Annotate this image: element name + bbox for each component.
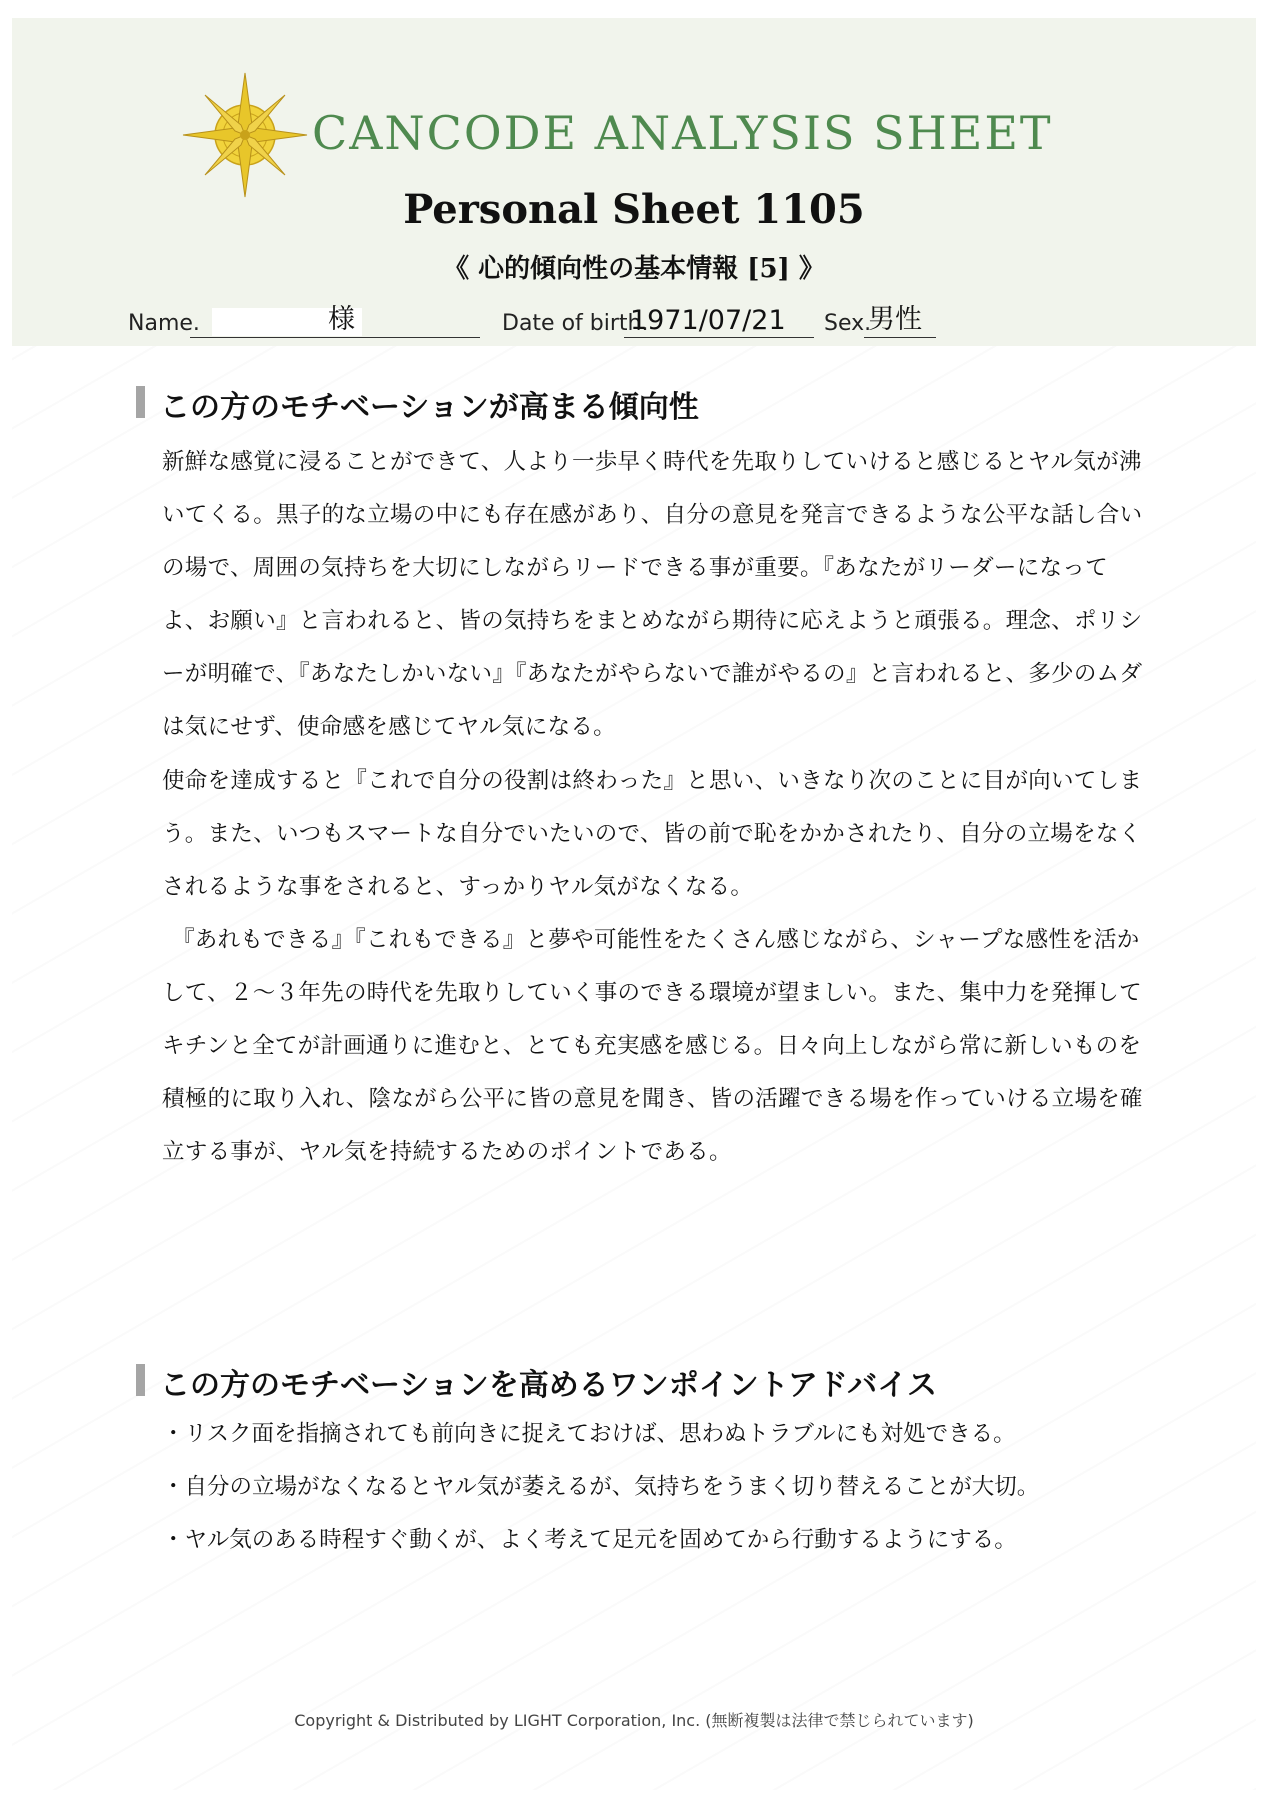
- sheet-title: Personal Sheet 1105: [403, 186, 865, 233]
- dob-label: Date of birth.: [502, 311, 649, 336]
- sex-label: Sex.: [824, 311, 872, 336]
- advice-item: ・リスク面を指摘されても前向きに捉えておけば、思わぬトラブルにも対処できる。: [162, 1421, 1016, 1447]
- section-heading-text: この方のモチベーションを高めるワンポイントアドバイス: [160, 1368, 937, 1403]
- advice-section-heading: [136, 1360, 1196, 1404]
- name-suffix: 様: [328, 304, 355, 335]
- section-marker-bar: [136, 386, 145, 418]
- copyright-footer: Copyright & Distributed by LIGHT Corporation, Inc. (無断複製は法律で禁じられています): [294, 1711, 974, 1730]
- advice-item: ・ヤル気のある時程すぐ動くが、よく考えて足元を固めてから行動するようにする。: [162, 1527, 1017, 1553]
- paragraph: 使命を達成すると『これで自分の役割は終わった』と思い、いきなり次のことに目が向いてしまう。また、いつもスマートな自分でいたいので、皆の前で恥をかかされたり、自分の立場をなくされるような事をされると、すっかりヤル気がなくなる。: [162, 767, 1143, 900]
- motivation-description: [162, 436, 1152, 1179]
- motivation-section-heading: [136, 382, 1196, 426]
- sex-value: 男性: [868, 304, 922, 335]
- advice-item: ・自分の立場がなくなるとヤル気が萎えるが、気持ちをうまく切り替えることが大切。: [162, 1474, 1040, 1500]
- compass-rose-icon: [180, 70, 310, 200]
- section-marker-bar: [136, 1364, 145, 1396]
- name-label: Name.: [128, 311, 200, 336]
- personal-info-row: [12, 304, 1256, 344]
- sheet-subtitle: 《 心的傾向性の基本情報 [5] 》: [443, 254, 825, 284]
- dob-value: 1971/07/21: [630, 305, 786, 336]
- analysis-sheet: [12, 18, 1256, 1790]
- advice-list: [162, 1408, 1162, 1567]
- paragraph: 新鮮な感覚に浸ることができて、人より一歩早く時代を先取りしていけると感じるとヤル気が沸いてくる。黒子的な立場の中にも存在感があり、自分の意見を発言できるような公平な話し合いの場で、周囲の気持ちを大切にしながらリードできる事が重要。『あなたがリーダーになってよ、お願い』と言われると、皆の気持ちをまとめながら期待に応えようと頑張る。理念、ポリシーが明確で、『あなたしかいない』『あなたがやらないで誰がやるの』と言われると、多少のムダは気にせず、使命感を感じてヤル気になる。: [162, 449, 1143, 741]
- paragraph: 『あれもできる』『これもできる』と夢や可能性をたくさん感じながら、シャープな感性を活かして、２～３年先の時代を先取りしていく事のできる環境が望ましい。また、集中力を発揮してキチンと全てが計画通りに進むと、とても充実感を感じる。日々向上しながら常に新しいものを積極的に取り入れ、陰ながら公平に皆の意見を聞き、皆の活躍できる場を作っていける立場を確立する事が、ヤル気を持続するためのポイントである。: [162, 926, 1143, 1166]
- sheet-brand-title: CANCODE ANALYSIS SHEET: [312, 106, 1053, 160]
- header-band: [12, 18, 1256, 346]
- section-heading-text: この方のモチベーションが高まる傾向性: [160, 390, 699, 425]
